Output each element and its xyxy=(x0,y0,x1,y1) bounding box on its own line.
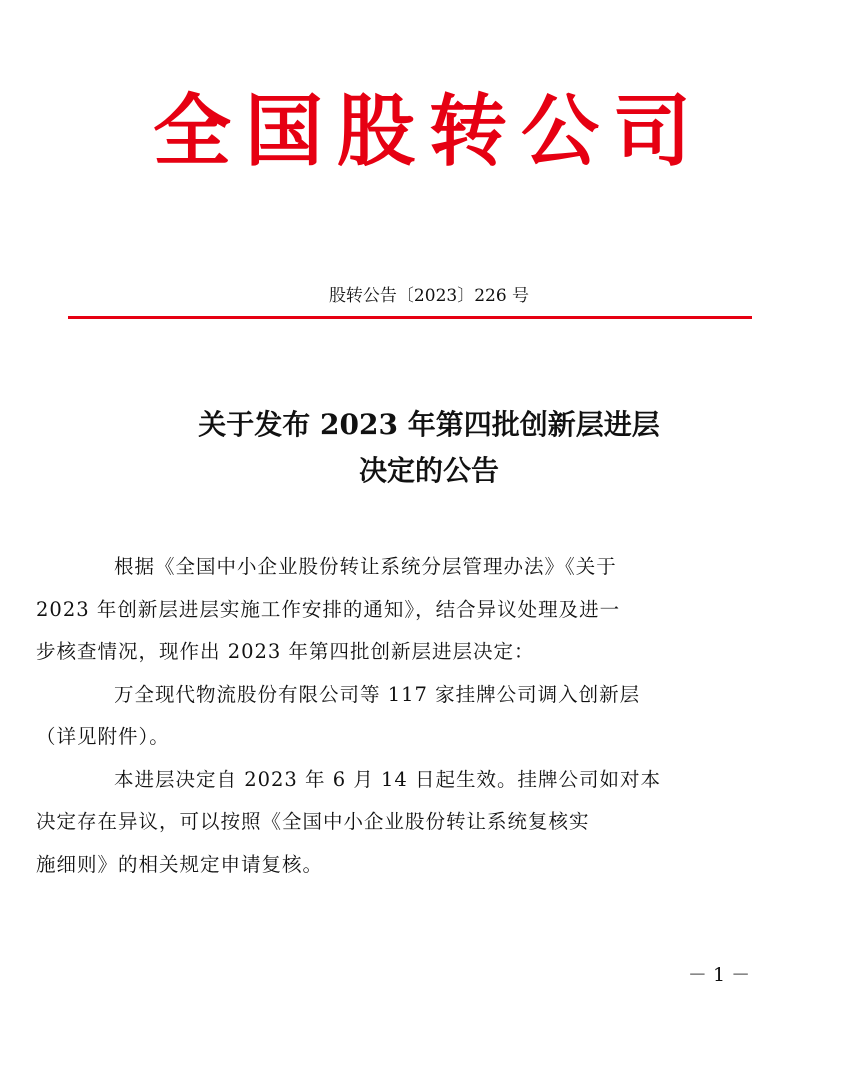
body-paragraph-1-line-1: 根据《全国中小企业股份转让系统分层管理办法》《关于 xyxy=(114,555,617,578)
body-paragraph-1 xyxy=(36,546,775,674)
body-paragraph-3 xyxy=(36,759,775,887)
announcement-title xyxy=(0,402,858,494)
page-number: － 1 － xyxy=(687,964,751,986)
body-paragraph-2 xyxy=(36,674,775,759)
red-divider-line xyxy=(68,316,752,319)
body-paragraph-1-line-2: 2023 年创新层进层实施工作安排的通知》，结合异议处理及进一 xyxy=(36,597,621,621)
body-paragraph-3-line-3: 施细则》的相关规定申请复核。 xyxy=(36,852,324,876)
body-paragraph-2-line-2: （详见附件）。 xyxy=(36,725,170,748)
masthead-title: 全国股转公司 xyxy=(152,87,705,177)
announcement-body xyxy=(36,546,775,886)
body-paragraph-3-line-1: 本进层决定自 2023 年 6 月 14 日起生效。挂牌公司如对本 xyxy=(114,767,662,791)
body-paragraph-1-line-3: 步核查情况，现作出 2023 年第四批创新层进层决定： xyxy=(36,640,535,663)
title-line-2: 决定的公告 xyxy=(358,454,499,487)
body-paragraph-2-line-1: 万全现代物流股份有限公司等 117 家挂牌公司调入创新层 xyxy=(114,682,641,706)
document-number: 股转公告〔2023〕226 号 xyxy=(328,286,530,306)
body-paragraph-3-line-2: 决定存在异议，可以按照《全国中小企业股份转让系统复核实 xyxy=(36,810,590,833)
title-line-1: 关于发布 2023 年第四批创新层进层 xyxy=(198,408,660,441)
